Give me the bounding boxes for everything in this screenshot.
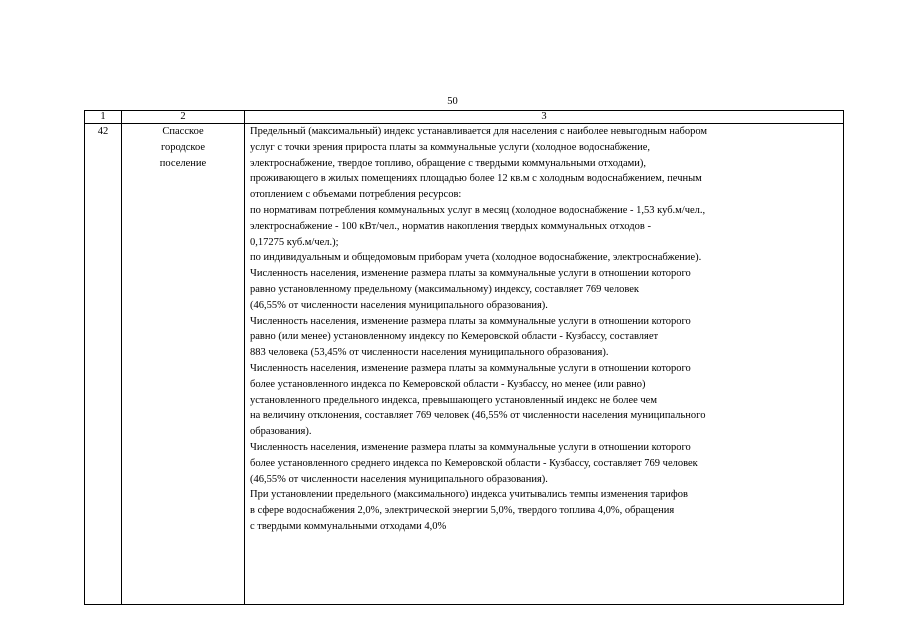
- settlement-name-cell: [122, 124, 245, 605]
- description-line: электроснабжение, твердое топливо, обращение с твердыми коммунальными отходами),: [250, 157, 647, 169]
- description-line: по индивидуальным и общедомовым приборам учета (холодное водоснабжение, электроснабжение).: [250, 252, 702, 264]
- description-line: 0,17275 куб.м/чел.);: [250, 236, 339, 248]
- description-line: по нормативам потребления коммунальных услуг в месяц (холодное водоснабжение - 1,53 куб.м/чел.,: [250, 204, 706, 216]
- description-line: в сфере водоснабжения 2,0%, электрической энергии 5,0%, твердого топлива 4,0%, обращения: [250, 505, 675, 517]
- page-number: 50: [447, 96, 458, 107]
- description-line: образования).: [250, 426, 312, 438]
- description-line: на величину отклонения, составляет 769 человек (46,55% от численности населения муниципального: [250, 410, 706, 422]
- description-line: (46,55% от численности населения муниципального образования).: [250, 473, 548, 485]
- description-line: с твердыми коммунальными отходами 4,0%: [250, 520, 447, 532]
- description-line: Предельный (максимальный) индекс устанавливается для населения с наиболее невыгодным набором: [250, 126, 708, 137]
- description-line: 883 человека (53,45% от численности населения муниципального образования).: [250, 347, 609, 359]
- description-line: Численность населения, изменение размера платы за коммунальные услуги в отношении которого: [250, 315, 691, 327]
- description-line: более установленного индекса по Кемеровской области - Кузбассу, но менее (или равно): [250, 378, 646, 390]
- header-cell-2: 2: [122, 111, 245, 124]
- settlement-name-line: Спасское: [162, 126, 204, 137]
- row-number-cell: 42: [85, 124, 122, 605]
- description-line: (46,55% от численности населения муниципального образования).: [250, 299, 548, 311]
- description-line: отоплением с объемами потребления ресурсов:: [250, 189, 462, 201]
- description-cell: [245, 124, 844, 605]
- table-header-row: [85, 111, 844, 124]
- header-cell-3: 3: [245, 111, 844, 124]
- settlement-name-line: поселение: [159, 157, 207, 169]
- description-line: Численность населения, изменение размера платы за коммунальные услуги в отношении которого: [250, 441, 691, 453]
- settlement-name-line: городское: [160, 141, 206, 153]
- description-line: проживающего в жилых помещениях площадью более 12 кв.м с холодным водоснабжением, печным: [250, 173, 702, 185]
- header-cell-1: 1: [85, 111, 122, 124]
- tariff-index-table: [84, 110, 844, 605]
- description-line: более установленного среднего индекса по Кемеровской области - Кузбассу, составляет 769 человек: [250, 457, 698, 469]
- description-line: равно установленному предельному (максимальному) индексу, составляет 769 человек: [250, 283, 640, 295]
- description-line: равно (или менее) установленному индексу по Кемеровской области - Кузбассу, составляет: [250, 331, 659, 343]
- description-line: Численность населения, изменение размера платы за коммунальные услуги в отношении которого: [250, 268, 691, 280]
- description-line: При установлении предельного (максимального) индекса учитывались темпы изменения тарифов: [250, 489, 688, 501]
- table-row: [85, 124, 844, 605]
- description-line: Численность населения, изменение размера платы за коммунальные услуги в отношении которого: [250, 362, 691, 374]
- description-line: установленного предельного индекса, превышающего установленный индекс не более чем: [250, 394, 657, 406]
- description-line: услуг с точки зрения прироста платы за коммунальные услуги (холодное водоснабжение,: [250, 141, 651, 153]
- description-line: электроснабжение - 100 кВт/чел., норматив накопления твердых коммунальных отходов -: [250, 220, 651, 232]
